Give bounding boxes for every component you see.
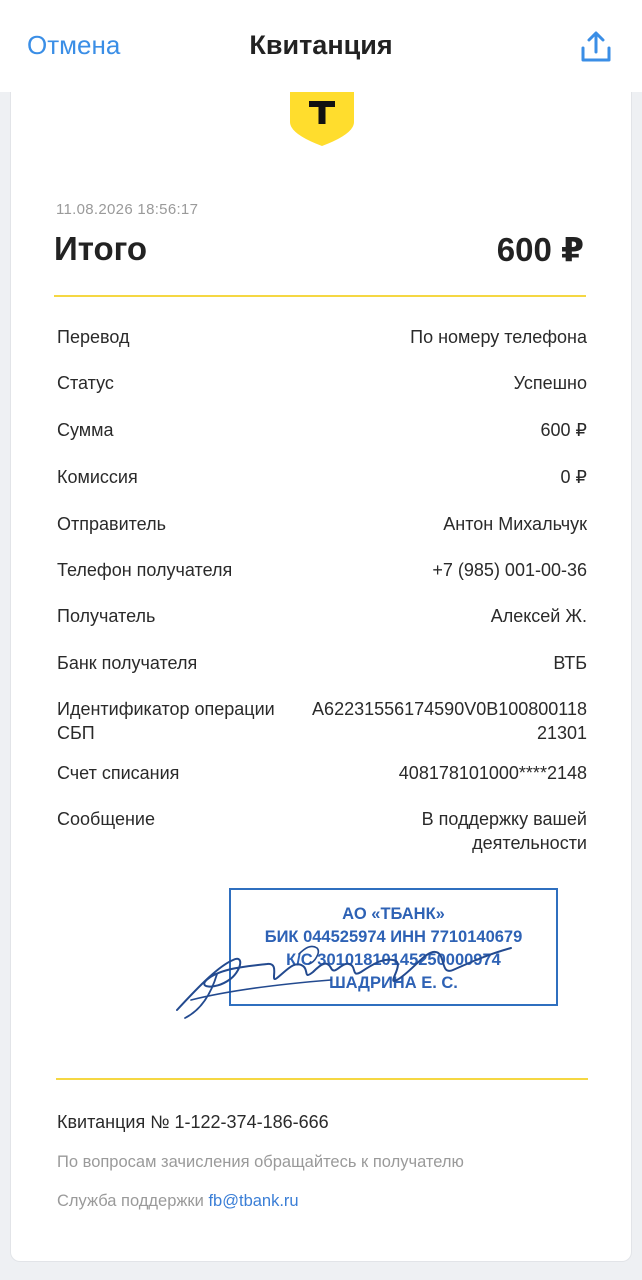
detail-row-message [57, 807, 587, 855]
detail-key: Идентификатор операции СБП [57, 699, 275, 743]
detail-value: 0 ₽ [560, 467, 587, 487]
stamp-line: К/С 30101810145250000974 [286, 951, 501, 969]
top-bar [0, 0, 642, 92]
detail-value: ВТБ [553, 653, 587, 673]
detail-row-debit-account [57, 761, 587, 785]
cancel-button[interactable]: Отмена [27, 30, 121, 60]
page-title: Квитанция [249, 30, 393, 60]
details-list [57, 325, 587, 855]
divider [56, 1078, 588, 1080]
detail-row-transfer [57, 325, 587, 349]
detail-value: Алексей Ж. [490, 606, 587, 626]
detail-row-sbp-id [57, 697, 587, 745]
detail-row-recipient-phone [57, 558, 587, 582]
detail-value: По номеру телефона [410, 327, 587, 347]
detail-value: 600 ₽ [540, 420, 587, 440]
receipt-card [10, 92, 632, 1262]
detail-key: Отправитель [57, 514, 166, 534]
bank-stamp-area [171, 886, 571, 1026]
receipt-number: Квитанция № 1-122-374-186-666 [57, 1112, 329, 1132]
detail-value: 408178101000****2148 [398, 763, 587, 783]
support-label: Служба поддержки [57, 1192, 204, 1210]
detail-key: Сумма [57, 420, 114, 440]
detail-value: +7 (985) 001-00-36 [432, 560, 587, 580]
detail-key: Банк получателя [57, 653, 198, 673]
detail-row-status [57, 371, 587, 395]
stamp-line: АО «ТБАНК» [342, 905, 445, 923]
total-amount: 600 ₽ [496, 231, 584, 268]
recipient-note: По вопросам зачисления обращайтесь к получателю [57, 1153, 464, 1171]
detail-row-recipient [57, 604, 587, 628]
detail-key: Комиссия [57, 467, 138, 487]
detail-value: A62231556174590V0B10080011821301 [312, 699, 587, 743]
detail-row-fee [57, 465, 587, 489]
signature [171, 914, 531, 1024]
detail-key: Телефон получателя [57, 560, 233, 580]
detail-value: В поддержку вашей деятельности [421, 809, 587, 853]
tbank-logo [290, 92, 354, 146]
stamp-line: ШАДРИНА Е. С. [329, 974, 458, 992]
divider [54, 295, 586, 297]
detail-row-recipient-bank [57, 651, 587, 675]
detail-row-sender [57, 512, 587, 536]
stamp-line: БИК 044525974 ИНН 7710140679 [264, 928, 523, 946]
detail-value: Антон Михальчук [443, 514, 587, 534]
detail-value: Успешно [513, 373, 587, 393]
detail-row-amount [57, 418, 587, 442]
support-line [57, 1192, 299, 1211]
detail-key: Перевод [57, 327, 130, 347]
support-email-link[interactable]: fb@tbank.ru [208, 1192, 299, 1210]
share-icon[interactable] [578, 30, 614, 66]
detail-key: Статус [57, 373, 114, 393]
detail-key: Сообщение [57, 809, 155, 829]
detail-key: Счет списания [57, 763, 180, 783]
total-label: Итого [54, 230, 148, 267]
transaction-datetime: 11.08.2026 18:56:17 [56, 201, 199, 218]
detail-key: Получатель [57, 606, 156, 626]
